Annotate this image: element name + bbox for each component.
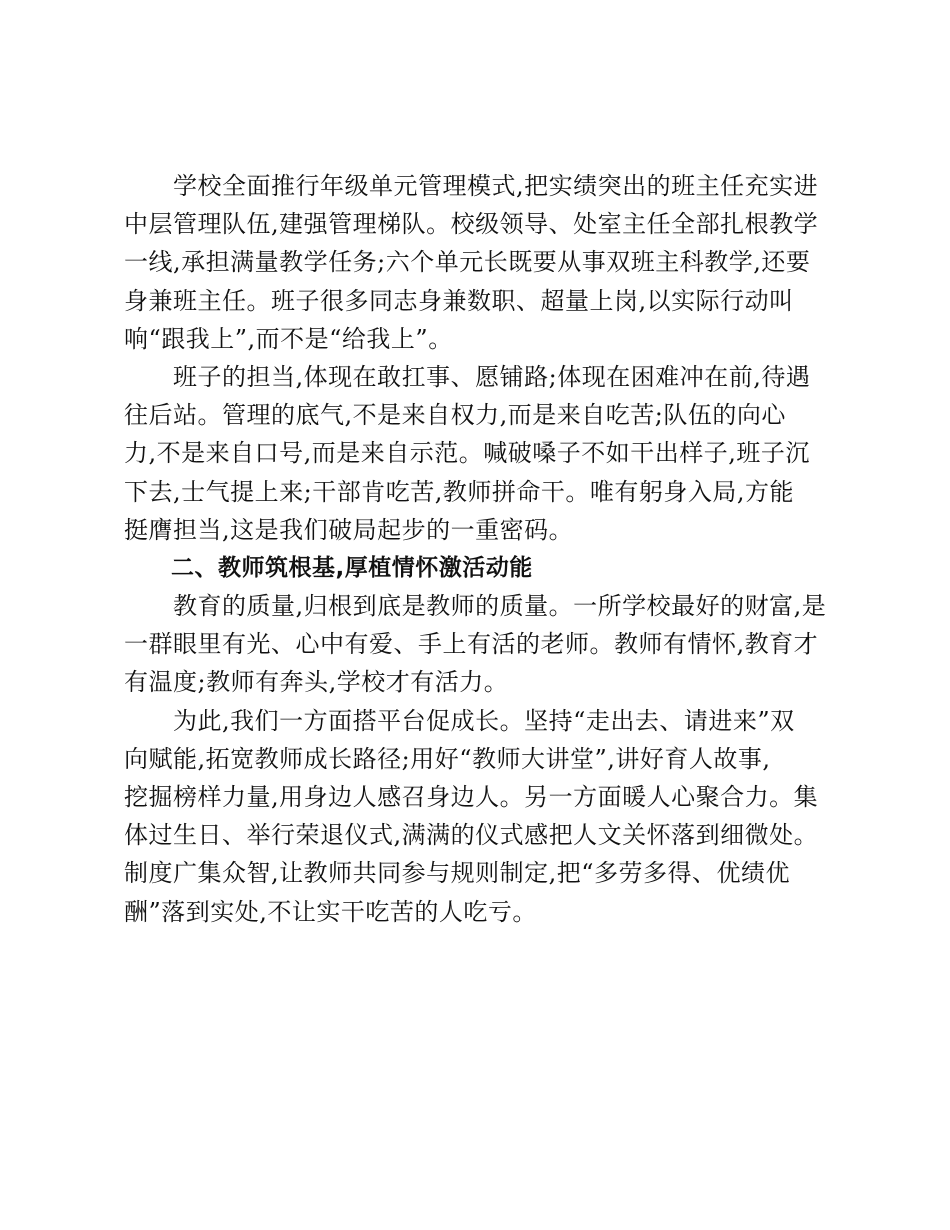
paragraph-line: 制度广集众智,让教师共同参与规则制定,把“多劳多得、优绩优 — [124, 859, 791, 888]
paragraph-line: 学校全面推行年级单元管理模式,把实绩突出的班主任充实进 — [124, 172, 819, 200]
paragraph-line: 挖掘榜样力量,用身边人感召身边人。另一方面暖人心聚合力。集 — [124, 783, 819, 811]
paragraph-line: 下去,士气提上来;干部肯吃苦,教师拼命干。唯有躬身入局,方能 — [124, 477, 794, 506]
section-heading: 二、教师筑根基,厚植情怀激活动能 — [124, 554, 533, 581]
paragraph-line: 身兼班主任。班子很多同志身兼数职、超量上岗,以实际行动叫 — [124, 286, 794, 315]
paragraph-line: 有温度;教师有奔头,学校才有活力。 — [124, 668, 509, 697]
paragraph-line: 教育的质量,归根到底是教师的质量。一所学校最好的财富,是 — [124, 592, 827, 621]
paragraph-line: 体过生日、举行荣退仪式,满满的仪式感把人文关怀落到细微处。 — [124, 821, 819, 850]
document-body — [124, 167, 829, 931]
paragraph-line: 中层管理队伍,建强管理梯队。校级领导、处室主任全部扎根教学 — [124, 210, 819, 239]
paragraph-line: 挺膺担当,这是我们破局起步的一重密码。 — [124, 515, 574, 544]
paragraph-line: 一群眼里有光、心中有爱、手上有活的老师。教师有情怀,教育才 — [124, 630, 819, 659]
paragraph-line: 力,不是来自口号,而是来自示范。喊破嗓子不如干出样子,班子沉 — [124, 439, 810, 468]
paragraph-line: 酬”落到实处,不让实干吃苦的人吃亏。 — [124, 897, 537, 926]
paragraph-line: 一线,承担满量教学任务;六个单元长既要从事双班主科教学,还要 — [124, 248, 811, 277]
paragraph-line: 班子的担当,体现在敢扛事、愿铺路;体现在困难冲在前,待遇 — [124, 362, 811, 391]
paragraph-line: 为此,我们一方面搭平台促成长。坚持“走出去、请进来”双 — [124, 706, 795, 735]
paragraph-line: 向赋能,拓宽教师成长路径;用好“教师大讲堂”,讲好育人故事, — [124, 744, 771, 773]
paragraph-line: 响“跟我上”,而不是“给我上”。 — [124, 324, 453, 353]
paragraph-line: 往后站。管理的底气,不是来自权力,而是来自吃苦;队伍的向心 — [124, 401, 786, 430]
